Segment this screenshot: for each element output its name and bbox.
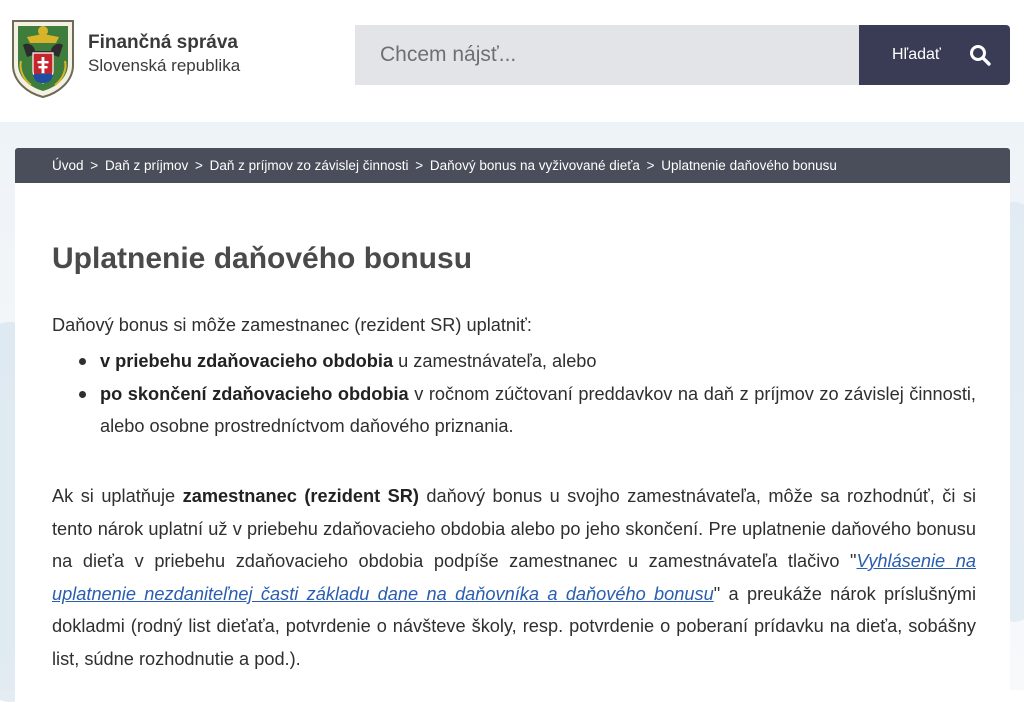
main-content: [15, 183, 1010, 703]
list-item-text: v ročnom zúčtovaní preddavkov na daň z príjmov zo závislej činnosti, alebo osobne prostredníctvom daňového priznania.: [100, 383, 976, 436]
organization-subtitle[interactable]: Slovenská republika: [88, 56, 241, 75]
list-item-bold: v priebehu zdaňovacieho obdobia: [100, 351, 394, 371]
list-item-text: u zamestnávateľa, alebo: [393, 351, 597, 371]
search-input[interactable]: [355, 25, 859, 85]
bullet-icon: [79, 358, 86, 365]
list-item: [52, 378, 976, 443]
breadcrumb-separator: >: [90, 158, 99, 173]
breadcrumb-item-zavisla-cinnost[interactable]: Daň z príjmov zo závislej činnosti: [209, 158, 409, 173]
paragraph-text: " a preukáže nárok príslušnými dokladmi (rodný list dieťaťa, potvrdenie o návšteve školy, resp. potvrdenie o poberaní prídavku na dieťa, sobášny list, súdne rozhodnutie a pod.).: [52, 583, 976, 669]
list-item-bold: po skončení zdaňovacieho obdobia: [100, 383, 409, 404]
search-button[interactable]: [859, 25, 1010, 85]
paragraph-text: daňový bonus u svojho zamestnávateľa, môže sa rozhodnúť, či si tento nárok uplatní už v priebehu zdaňovacieho obdobia alebo po jeho skončení. Pre uplatnenie daňového bonusu na dieťa v priebehu zdaňovacieho obdobia podpíše zamestnanec u zamestnávateľa tlačivo ": [52, 486, 976, 571]
list-item: [52, 345, 976, 378]
breadcrumb-item-dan-z-prijmov[interactable]: Daň z príjmov: [104, 158, 189, 173]
search-icon: [968, 43, 992, 67]
breadcrumb-item-danovy-bonus[interactable]: Daňový bonus na vyživované dieťa: [429, 158, 640, 173]
breadcrumb-separator: >: [415, 158, 424, 173]
organization-name[interactable]: Finančná správa: [88, 32, 238, 53]
paragraph-text: Ak si uplatňuje: [52, 486, 183, 506]
page-title: Uplatnenie daňového bonusu: [52, 242, 473, 275]
breadcrumb-separator: >: [646, 158, 655, 173]
paragraph-bold: zamestnanec (rezident SR): [182, 486, 419, 506]
site-header: [0, 0, 1024, 122]
bonus-options-list: [52, 345, 976, 443]
employee-paragraph: [52, 480, 976, 675]
breadcrumb: [15, 148, 1010, 183]
coat-of-arms-logo[interactable]: [9, 17, 77, 99]
search-button-label: Hľadať: [892, 46, 941, 63]
declaration-form-link[interactable]: Vyhlásenie na uplatnenie nezdaniteľnej časti základu dane na daňovníka a daňového bonusu: [52, 551, 976, 604]
intro-paragraph: Daňový bonus si môže zamestnanec (rezident SR) uplatniť:: [52, 315, 532, 335]
breadcrumb-item-uvod[interactable]: Úvod: [52, 158, 84, 173]
bullet-icon: [79, 391, 86, 398]
breadcrumb-separator: >: [194, 158, 203, 173]
breadcrumb-item-current: Uplatnenie daňového bonusu: [661, 158, 837, 173]
